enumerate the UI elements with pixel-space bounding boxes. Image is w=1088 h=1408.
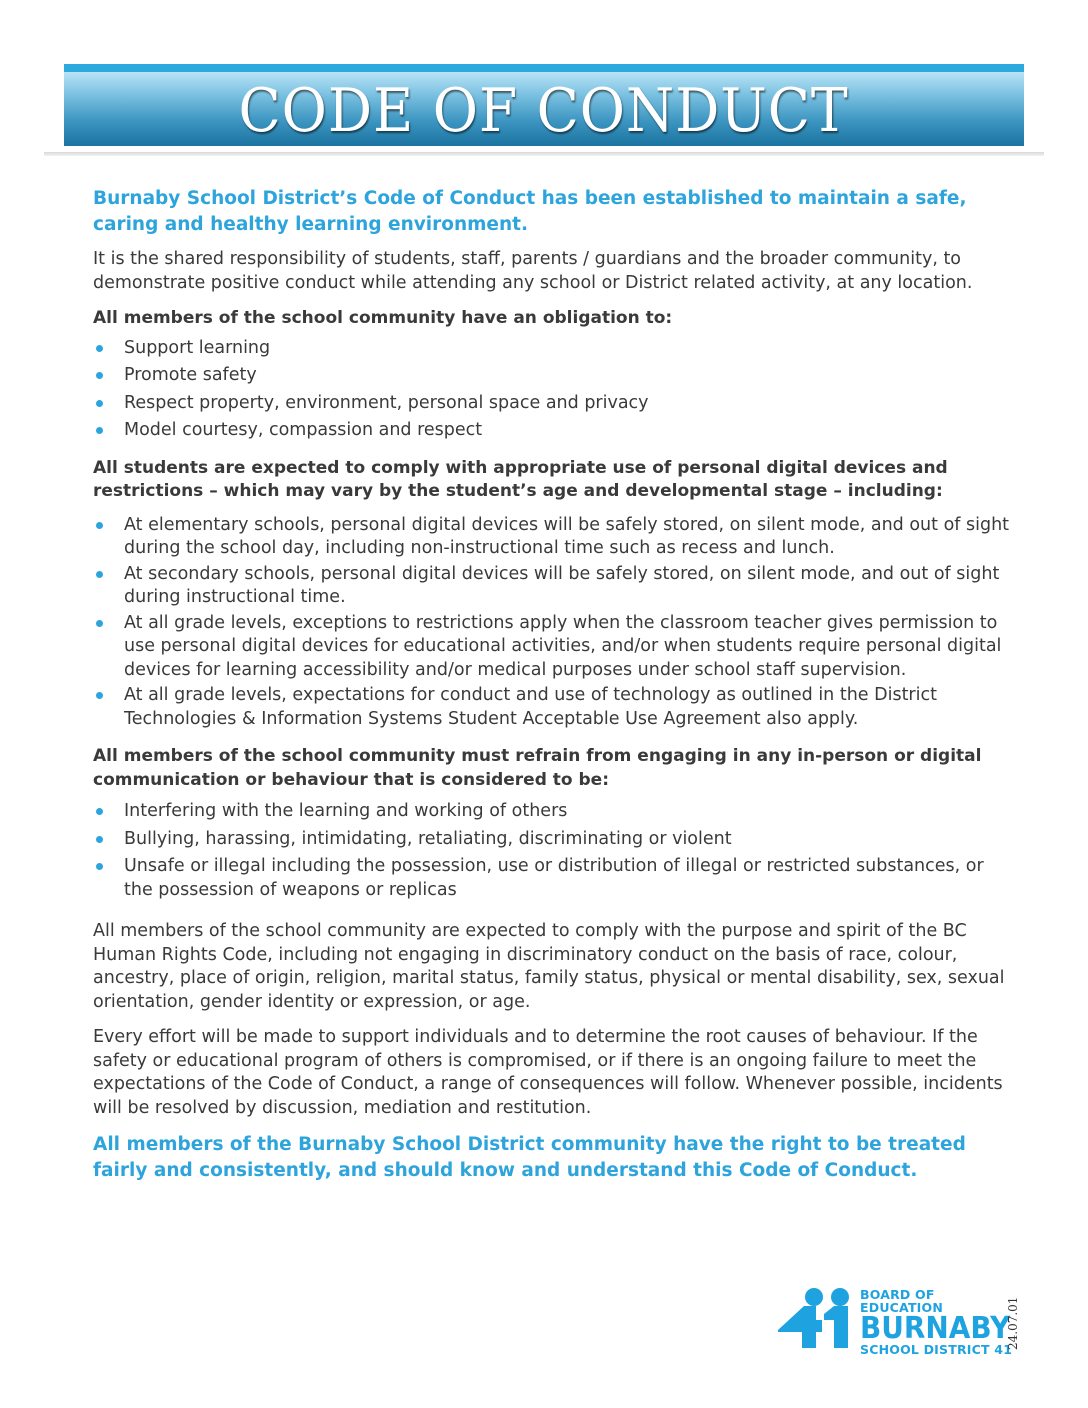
bullet-icon [96, 620, 103, 627]
bullet-icon [96, 427, 103, 434]
list-item: Model courtesy, compassion and respect [93, 419, 1013, 443]
list-item: Promote safety [93, 364, 1013, 388]
bullet-icon [96, 692, 103, 699]
closing-statement: All members of the Burnaby School District community have the right to be treated fairly and consistently, and should know and understand this Code of Conduct. [93, 1134, 966, 1181]
intro-lead: Burnaby School District’s Code of Conduct has been established to maintain a safe, caring and healthy learning environment. [93, 188, 967, 235]
list-item: At secondary schools, personal digital devices will be safely stored, on silent mode, and out of sight during instructional time. [93, 563, 1013, 610]
bullet-icon [96, 345, 103, 352]
page-title: CODE OF CONDUCT [238, 76, 850, 146]
list-item: At all grade levels, expectations for conduct and use of technology as outlined in the District Technologies & Information Systems Student Acceptable Use Agreement also apply. [93, 684, 1013, 731]
refrain-heading: All members of the school community must refrain from engaging in any in-person or digital communication or behaviour that is considered to be: [93, 746, 982, 790]
logo-line-board: BOARD OF EDUCATION [860, 1287, 944, 1315]
bullet-icon [96, 400, 103, 407]
obligations-list [93, 337, 1013, 443]
list-item: Respect property, environment, personal space and privacy [93, 392, 1013, 416]
obligations-heading: All members of the school community have an obligation to: [93, 308, 673, 328]
date-code: 24.07.01 [1006, 1296, 1020, 1350]
bullet-icon [96, 808, 103, 815]
document-body [93, 186, 1013, 1184]
list-item: Bullying, harassing, intimidating, retaliating, discriminating or violent [93, 828, 1013, 852]
human-rights-paragraph: All members of the school community are expected to comply with the purpose and spirit of the BC Human Rights Code, including not engaging in discriminatory conduct on the basis of race, colour, ancestry, place of origin, religion, marital status, family status, physical or mental disability, sex, sexual orientation, gender identity or expression, or age. [93, 921, 1005, 1012]
bullet-icon [96, 836, 103, 843]
page-header [44, 64, 1044, 158]
consequences-paragraph: Every effort will be made to support individuals and to determine the root causes of behaviour. If the safety or educational program of others is compromised, or if there is an ongoing failure to meet the expectations of the Code of Conduct, a range of consequences will follow. Whenever possible, incidents will be resolved by discussion, mediation and restitution. [93, 1027, 1003, 1118]
list-item: At elementary schools, personal digital devices will be safely stored, on silent mode, and out of sight during the school day, including non-instructional time such as recess and lunch. [93, 514, 1013, 561]
devices-list [93, 514, 1013, 732]
list-item: Support learning [93, 337, 1013, 361]
list-item: At all grade levels, exceptions to restrictions apply when the classroom teacher gives permission to use personal digital devices for educational activities, and/or when students require personal digital devices for learning accessibility and/or medical purposes under school staff supervision. [93, 612, 1013, 683]
bullet-icon [96, 571, 103, 578]
devices-heading: All students are expected to comply with appropriate use of personal digital devices and restrictions – which may vary by the student’s age and developmental stage – including: [93, 457, 948, 501]
list-item: Interfering with the learning and working of others [93, 800, 1013, 824]
bullet-icon [96, 372, 103, 379]
logo-line-district: SCHOOL DISTRICT 41 [860, 1342, 1013, 1357]
logo-line-burnaby: BURNABY [860, 1311, 1011, 1346]
refrain-list [93, 800, 1013, 902]
bullet-icon [96, 522, 103, 529]
list-item: Unsafe or illegal including the possession, use or distribution of illegal or restricted substances, or the possession of weapons or replicas [93, 855, 1013, 902]
logo-wordmark [860, 1288, 1022, 1357]
header-divider [44, 152, 1044, 156]
burnaby-41-figures-logo-icon [778, 1288, 858, 1348]
intro-paragraph: It is the shared responsibility of students, staff, parents / guardians and the broader community, to demonstrate positive conduct while attending any school or District related activity, at any location. [93, 249, 973, 293]
header-top-strip [64, 64, 1024, 72]
header-banner [64, 72, 1024, 146]
bullet-icon [96, 863, 103, 870]
